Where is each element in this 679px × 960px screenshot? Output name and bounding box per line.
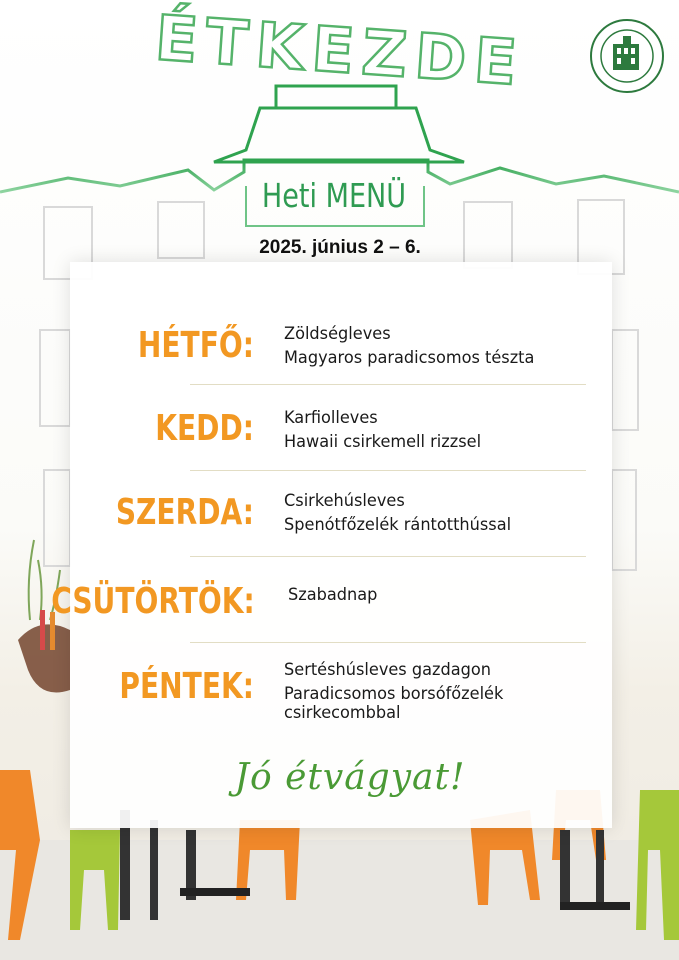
meal-item: Spenótfőzelék rántotthússal (284, 515, 512, 535)
school-crest-icon (589, 18, 665, 94)
meal-item: Magyaros paradicsomos tészta (284, 348, 535, 368)
meal-item: Karfiolleves (284, 408, 378, 428)
meal-item: Csirkehúsleves (284, 491, 405, 511)
divider (190, 556, 586, 557)
day-label-monday: HÉTFŐ: (137, 325, 254, 366)
weekly-menu-heading: Heti MENÜ (261, 176, 407, 215)
divider (190, 642, 586, 643)
day-label-wednesday: SZERDA: (115, 492, 254, 533)
day-label-thursday: CSÜTÖRTÖK: (51, 581, 255, 622)
closing-greeting: Jó étvágyat! (234, 757, 466, 798)
day-label-friday: PÉNTEK: (119, 666, 254, 707)
meal-item: Szabadnap (288, 585, 378, 605)
meal-item: Hawaii csirkemell rizzsel (284, 432, 482, 452)
meal-item: Paradicsomos borsófőzelék (284, 684, 504, 704)
divider (190, 470, 586, 471)
date-range: 2025. június 2 – 6. (259, 237, 421, 258)
meal-item: Sertéshúsleves gazdagon (284, 660, 492, 680)
meal-item: csirkecombbal (284, 703, 401, 723)
day-label-tuesday: KEDD: (155, 408, 254, 449)
divider (190, 384, 586, 385)
meal-item: Zöldségleves (284, 324, 391, 344)
page-title: ÉTKEZDE (152, 1, 528, 100)
